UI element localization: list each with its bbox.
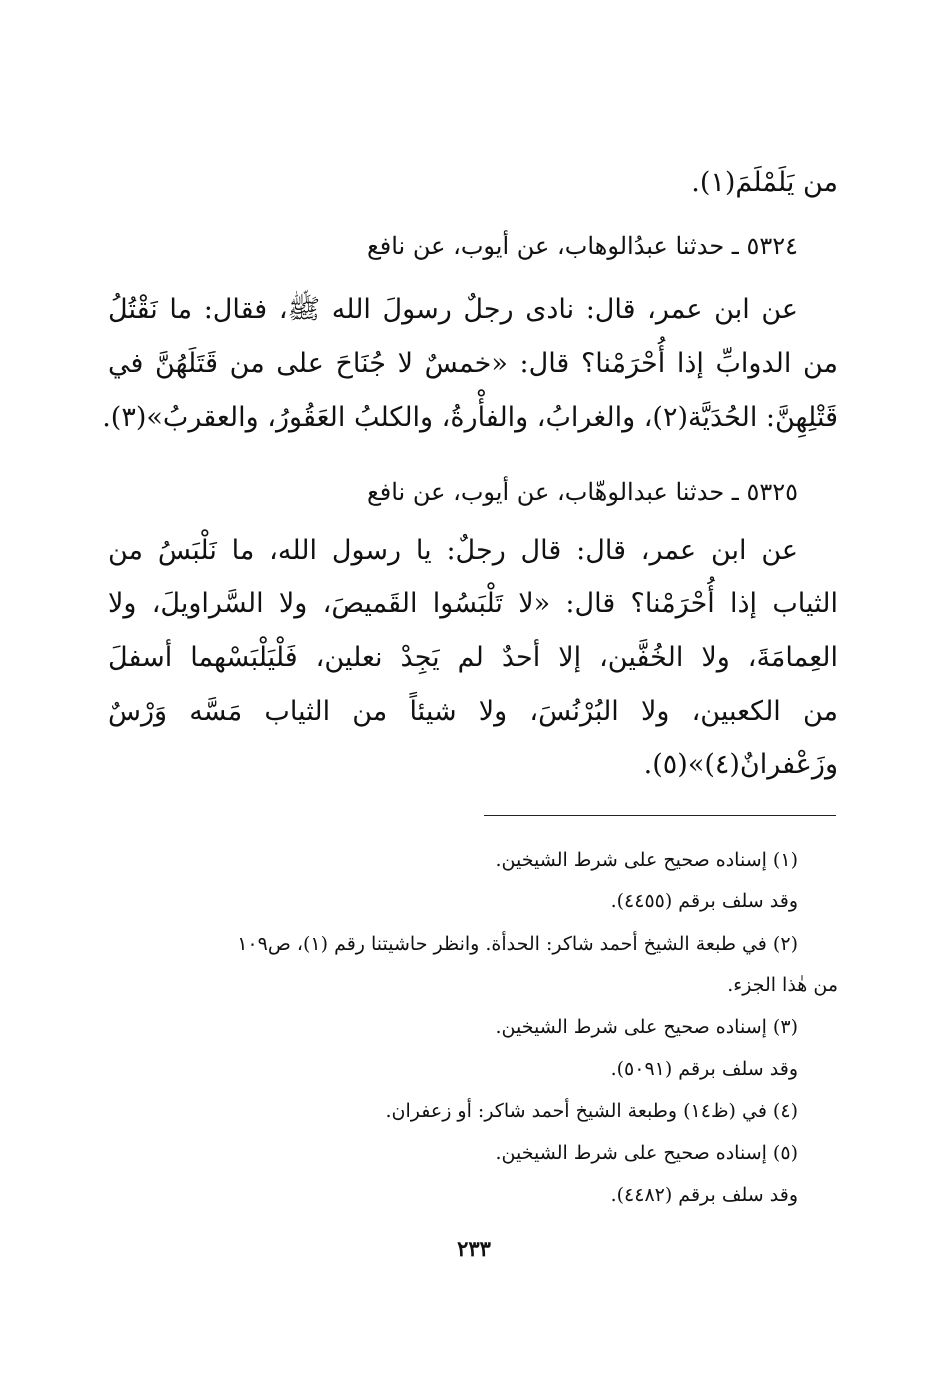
footnote-line: من هٰذا الجزء.: [727, 974, 838, 996]
footnote-separator: [484, 815, 836, 816]
footnote-line: (٤) في (ظ١٤) وطبعة الشيخ أحمد شاكر: أو زعفران.: [385, 1100, 798, 1122]
hadith-5324-text-line: قَتْلِهِنَّ: الحُدَيَّة(٢)، والغرابُ، والفأْرةُ، والكلبُ العَقُورُ، والعقربُ»(٣).: [102, 402, 838, 433]
hadith-5325-text-line: وزَعْفرانٌ(٤)»(٥).: [643, 749, 838, 780]
hadith-5325-text-line: الثياب إذا أُحْرَمْنا؟ قال: «لا تَلْبَسُوا القَميصَ، ولا السَّراويلَ، ولا: [108, 588, 838, 619]
footnote-line: (٣) إسناده صحيح على شرط الشيخين.: [495, 1016, 798, 1038]
footnote-line: وقد سلف برقم (٥٠٩١).: [610, 1058, 798, 1080]
hadith-5324-text-line: من الدوابِّ إذا أُحْرَمْنا؟ قال: «خمسٌ لا جُنَاحَ على من قَتَلَهُنَّ في: [108, 348, 838, 379]
hadith-5325-text-line: العِمامَةَ، ولا الخُفَّين، إلا أحدٌ لم يَجِدْ نعلين، فَلْيَلْبَسْهما أسفلَ: [108, 642, 838, 673]
footnote-line: (٥) إسناده صحيح على شرط الشيخين.: [495, 1142, 798, 1164]
hadith-5325-text-line: عن ابن عمر، قال: قال رجلٌ: يا رسول الله، ما نَلْبَسُ من: [108, 535, 798, 566]
hadith-5324-text-line: عن ابن عمر، قال: نادى رجلٌ رسولَ الله ﷺ، فقال: ما نَقْتُلُ: [108, 294, 798, 325]
footnote-line: (١) إسناده صحيح على شرط الشيخين.: [495, 849, 798, 871]
hadith-5325-isnad: ٥٣٢٥ ـ حدثنا عبدالوهّاب، عن أيوب، عن نافع: [366, 478, 798, 506]
footnote-line: وقد سلف برقم (٤٤٨٢).: [610, 1184, 798, 1206]
previous-hadith-end: من يَلَمْلَمَ(١).: [691, 167, 838, 198]
hadith-5325-text-line: من الكعبين، ولا البُرْنُسَ، ولا شيئاً من الثياب مَسَّه وَرْسٌ: [108, 696, 838, 727]
hadith-5324-isnad: ٥٣٢٤ ـ حدثنا عبدُالوهاب، عن أيوب، عن نافع: [366, 232, 798, 260]
footnote-line: وقد سلف برقم (٤٤٥٥).: [610, 890, 798, 912]
footnote-line: (٢) في طبعة الشيخ أحمد شاكر: الحدأة. وانظر حاشيتنا رقم (١)، ص١٠٩: [237, 933, 798, 955]
page-number: ٢٣٣: [457, 1236, 491, 1261]
